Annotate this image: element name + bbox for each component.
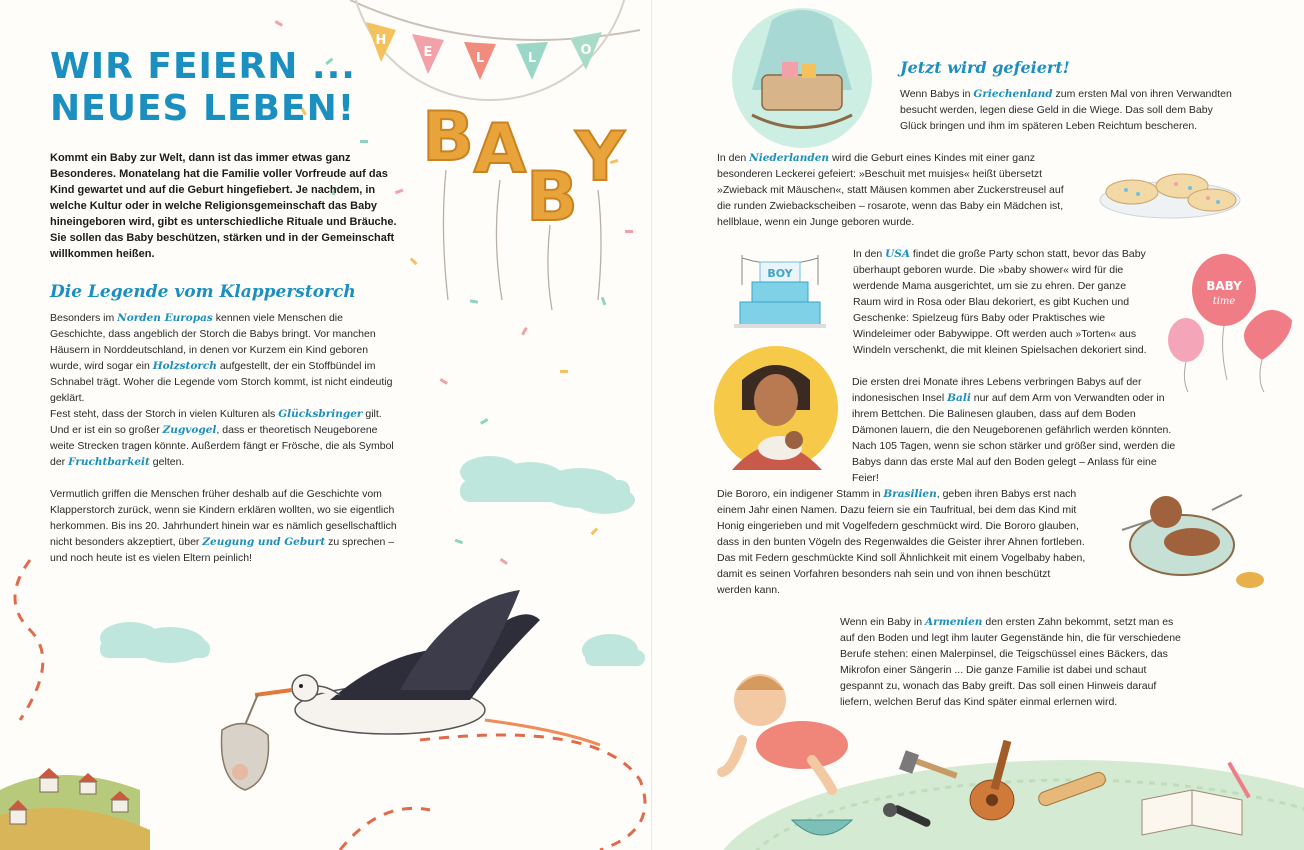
balloon-label: BABY bbox=[1206, 279, 1242, 293]
banner-letter: L bbox=[475, 51, 485, 66]
page-title bbox=[50, 46, 356, 130]
legend-paragraph-3: Vermutlich griffen die Menschen früher deshalb auf die Geschichte vom Klapperstorch zurück, wenn sie Kindern erklären wollten, wo sie eigentlich herkommen. Bis ins 20. Jahrhundert hinein war es nämlich gesellschaftlich nicht besonders akzeptiert, über Zeugung und Geburt zu sprechen – und noch heute ist es vielen Eltern peinlich! bbox=[50, 488, 397, 564]
keyword: Armenien bbox=[925, 616, 983, 628]
keyword: Holzstorch bbox=[152, 360, 217, 372]
celebration-heading: Jetzt wird gefeiert! bbox=[900, 58, 1070, 77]
balloon-letter: Y bbox=[575, 118, 625, 197]
cake-icon bbox=[734, 255, 826, 328]
legend-heading: Die Legende vom Klapperstorch bbox=[50, 282, 356, 302]
banner-letter: H bbox=[375, 33, 387, 48]
greece-paragraph: Wenn Babys in Griechenland zum ersten Mal von ihren Verwandten besucht werden, legen diese Geld in die Wiege. Das soll dem Baby Glück bringen und ihm im späteren Leben Reichtum bescheren. bbox=[900, 88, 1232, 132]
title-line: NEUES LEBEN! bbox=[50, 88, 356, 129]
pink-balloons-icon bbox=[1168, 254, 1292, 392]
crawling-baby-icon bbox=[722, 674, 848, 790]
balloon-label: time bbox=[1212, 296, 1236, 307]
mother-baby-icon bbox=[714, 346, 838, 470]
feather-baby-icon bbox=[1122, 495, 1264, 588]
rusk-plate-icon bbox=[1100, 174, 1240, 218]
cradle-icon bbox=[732, 8, 872, 148]
balloon-letter: B bbox=[526, 158, 578, 237]
banner-letter: L bbox=[527, 51, 537, 66]
keyword: Bali bbox=[947, 392, 971, 404]
legend-paragraph-2: Fest steht, dass der Storch in vielen Kulturen als Glücksbringer gilt. Und er ist ein so großer Zugvogel, dass er theoretisch Neugeborene weite Strecken tragen könnte. Außerdem fängt er Frösche, die als Symbol der Fruchtbarkeit gelten. bbox=[50, 408, 394, 468]
legend-paragraph-1: Besonders im Norden Europas kennen viele Menschen die Geschichte, dass angeblich der Storch die Babys bringt. Vor manchen Häusern in Norddeutschland, in denen vor Kurzem ein Kind geboren wurde, wird sogar ein Holzstorch aufgestellt, der ein Stoffbündel im Schnabel trägt. Woher die Legende vom Storch kommt, ist nicht eindeutig geklärt. bbox=[50, 312, 393, 404]
usa-paragraph: In den USA findet die große Party schon statt, bevor das Baby überhaupt geboren wurde. Die »baby shower« wird für die werdende Mama ausgerichtet, um sie zu ehren. Der ganze Raum wird in Rosa oder Blau dekoriert, es gibt Kuchen und Geschenke: Spielzeug fürs Baby oder Praktisches wie Windeleimer oder Babywippe. Oft werden auch »Torten« aus Windeln verschenkt, die mit kleinen Spielsachen dekoriert sind. bbox=[853, 248, 1147, 356]
balloon-letter: B bbox=[422, 98, 474, 177]
keyword: Norden Europas bbox=[117, 312, 213, 324]
banner-letter: O bbox=[580, 43, 592, 58]
keyword: Fruchtbarkeit bbox=[68, 456, 150, 468]
baby-balloons-icon bbox=[422, 98, 625, 237]
cake-label: BOY bbox=[767, 267, 793, 280]
keyword: USA bbox=[885, 248, 911, 260]
keyword: Griechenland bbox=[973, 88, 1053, 100]
keyword: Brasilien bbox=[883, 488, 937, 500]
village-icon bbox=[0, 768, 150, 850]
right-page bbox=[652, 0, 1304, 850]
banner-letter: E bbox=[423, 45, 433, 60]
bali-paragraph: Die ersten drei Monate ihres Lebens verbringen Babys auf der indonesischen Insel Bali nur auf dem Arm von Verwandten oder in ihrem Bettchen. Die Balinesen glauben, dass auf dem Boden Dämonen lauern, die den Neugeborenen gefährlich werden könnten. Nach 105 Tagen, wenn sie schon stärker und größer sind, werden die Babys dann das erste Mal auf den Boden gelegt – Anlass für eine Feier! bbox=[852, 376, 1176, 484]
title-line: WIR FEIERN ... bbox=[50, 46, 356, 87]
keyword: Zeugung und Geburt bbox=[202, 536, 326, 548]
keyword: Glücksbringer bbox=[278, 408, 363, 420]
balloon-letter: A bbox=[473, 110, 527, 189]
keyword: Zugvogel bbox=[162, 424, 217, 436]
keyword: Niederlanden bbox=[749, 152, 830, 164]
brazil-paragraph: Die Bororo, ein indigener Stamm in Brasilien, geben ihren Babys erst nach einem Jahr einen Namen. Dazu feiern sie ein Taufritual, bei dem das Kind mit Honig eingerieben und mit Vogelfedern geschmückt wird. Die Bororo glauben, dass in den bunten Vögeln des Regenwaldes die Geister ihrer Ahnen fortleben. Das mit Federn geschmückte Kind soll Ähnlichkeit mit einem Vogelbaby haben, damit es seinen Vorfahren besonders nah sein und von ihnen beschützt werden kann. bbox=[717, 488, 1086, 596]
armenia-paragraph: Wenn ein Baby in Armenien den ersten Zahn bekommt, setzt man es auf den Boden und legt ihm lauter Gegenstände hin, die für verschiedene Berufe stehen: einen Malerpinsel, die Teigschüssel eines Bäckers, das Mikrofon einer Sängerin ... Die ganze Familie ist dabei und schaut gespannt zu, wonach das Baby greift. Das soll einen Hinweis darauf liefern, welchen Beruf das Kind später einmal erlernen wird. bbox=[840, 616, 1181, 708]
netherlands-paragraph: In den Niederlanden wird die Geburt eines Kindes mit einer ganz besonderen Leckerei gefeiert: »Beschuit met muisjes« heißt übersetzt »Zwieback mit Mäuschen«, statt Mäusen kommen aber Zuckerstreusel auf die runden Zwiebackscheiben – rosarote, wenn das Baby ein Mädchen ist, hellblaue, wenn ein Junge geboren wurde. bbox=[717, 152, 1064, 228]
intro-paragraph: Kommt ein Baby zur Welt, dann ist das immer etwas ganz Besonderes. Monatelang hat die Familie voller Vorfreude auf das Kind gewartet und auf die Geburt hingefiebert. Je nachdem, in welche Kultur oder in welche Religionsgemeinschaft das Baby hineingeboren wird, gibt es unterschiedliche Rituale und Bräuche. Sie sollen das Baby beschützen, stärken und in der Gemeinschaft willkommen heißen. bbox=[50, 152, 397, 260]
stork-icon bbox=[221, 590, 600, 790]
